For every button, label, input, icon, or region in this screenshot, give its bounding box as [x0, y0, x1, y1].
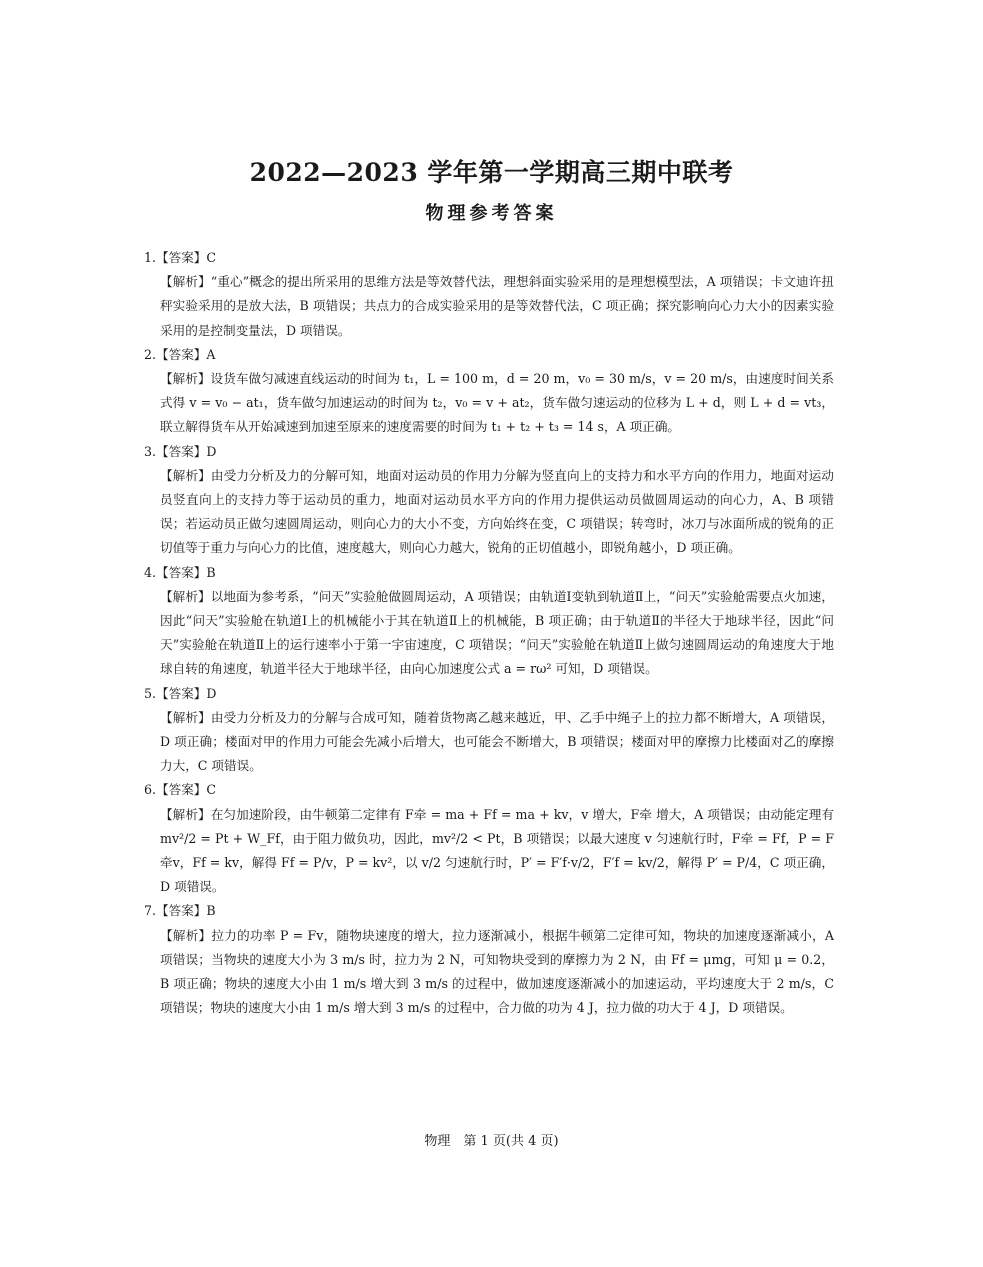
- answer-line: 1.【答案】C: [144, 250, 217, 265]
- answer-line: 2.【答案】A: [144, 346, 216, 362]
- question-7: [144, 899, 834, 1020]
- answer-line: 3.【答案】D: [144, 443, 217, 459]
- answer-line: 5.【答案】D: [144, 685, 217, 701]
- answer-line: 4.【答案】B: [144, 564, 216, 580]
- explanation: 【解析】以地面为参考系，“问天”实验舱做圆周运动，A 项错误；由轨道Ⅰ变轨到轨道Ⅱ上，“问天”实验舱需要点火加速，因此“问天”实验舱在轨道Ⅰ上的机械能小于其在轨道Ⅱ上的机械能，B 项正确；由于轨道Ⅱ的半径大于地球半径，因此“问天”实验舱在轨道Ⅱ上的运行速率小于第一宇宙速度，C 项错误；“问天”实验舱在轨道Ⅱ上做匀速圆周运动的角速度大于地球自转的角速度，轨道半径大于地球半径，由向心加速度公式 a = rω² 可知，D 项错误。: [160, 588, 834, 677]
- explanation: 【解析】“重心”概念的提出所采用的思维方法是等效替代法，理想斜面实验采用的是理想模型法，A 项错误；卡文迪许扭秤实验采用的是放大法，B 项错误；共点力的合成实验采用的是等效替代法，C 项正确；探究影响向心力大小的因素实验采用的是控制变量法，D 项错误。: [160, 274, 834, 338]
- question-5: [144, 682, 834, 779]
- page-footer: 物理 第 1 页(共 4 页): [424, 1134, 559, 1149]
- explanation: 【解析】在匀加速阶段，由牛顿第二定律有 F牵 = ma + Ff = ma + kv，v 增大，F牵 增大，A 项错误；由动能定理有 mv²/2 = Pt + W_Ff，由于阻力做负功，因此，mv²/2 < Pt，B 项错误；以最大速度 v 匀速航行时，F牵 = Ff，P = F牵v，Ff = kv，解得 Ff = P/v，P = kv²，以 v/2 匀速航行时，P′ = F′f·v/2，F′f = kv/2，解得 P′ = P/4，C 项正确，D 项错误。: [160, 806, 834, 895]
- question-2: [144, 343, 834, 440]
- question-6: [144, 778, 834, 899]
- answer-list: [144, 246, 834, 1021]
- question-1: [144, 246, 834, 343]
- document-title: 2022—2023 学年第一学期高三期中联考: [249, 158, 734, 187]
- explanation: 【解析】由受力分析及力的分解可知，地面对运动员的作用力分解为竖直向上的支持力和水平方向的作用力，地面对运动员竖直向上的支持力等于运动员的重力，地面对运动员水平方向的作用力提供运动员做圆周运动的向心力，A、B 项错误；若运动员正做匀速圆周运动，则向心力的大小不变，方向始终在变，C 项错误；转弯时，冰刀与冰面所成的锐角的正切值等于重力与向心力的比值，速度越大，则向心力越大，锐角的正切值越小，即锐角越小，D 项正确。: [160, 467, 834, 556]
- question-3: [144, 440, 834, 561]
- answer-line: 6.【答案】C: [144, 782, 217, 798]
- explanation: 【解析】由受力分析及力的分解与合成可知，随着货物离乙越来越近，甲、乙手中绳子上的拉力都不断增大，A 项错误，D 项正确；楼面对甲的作用力可能会先减小后增大，也可能会不断增大，B 项错误；楼面对甲的摩擦力比楼面对乙的摩擦力大，C 项错误。: [160, 709, 834, 774]
- answer-line: 7.【答案】B: [144, 903, 216, 919]
- explanation: 【解析】设货车做匀减速直线运动的时间为 t₁，L = 100 m，d = 20 m，v₀ = 30 m/s，v = 20 m/s，由速度时间关系式得 v = v₀ − at₁，货车做匀加速运动的时间为 t₂，v₀ = v + at₂，货车做匀速运动的位移为 L + d，则 L + d = vt₃，联立解得货车从开始减速到加速至原来的速度需要的时间为 t₁ + t₂ + t₃ = 14 s，A 项正确。: [160, 371, 834, 435]
- question-4: [144, 561, 834, 682]
- document-subtitle: 物理参考答案: [425, 203, 558, 224]
- explanation: 【解析】拉力的功率 P = Fv，随物块速度的增大，拉力逐渐减小，根据牛顿第二定律可知，物块的加速度逐渐减小，A 项错误；当物块的速度大小为 3 m/s 时，拉力为 2 N，可知物块受到的摩擦力为 2 N，由 Ff = μmg，可知 μ = 0.2，B 项正确；物块的速度大小由 1 m/s 增大到 3 m/s 的过程中，做加速度逐渐减小的加速运动，平均速度大于 2 m/s，C 项错误；物块的速度大小由 1 m/s 增大到 3 m/s 的过程中，合力做的功为 4 J，拉力做的功大于 4 J，D 项错误。: [160, 927, 834, 1016]
